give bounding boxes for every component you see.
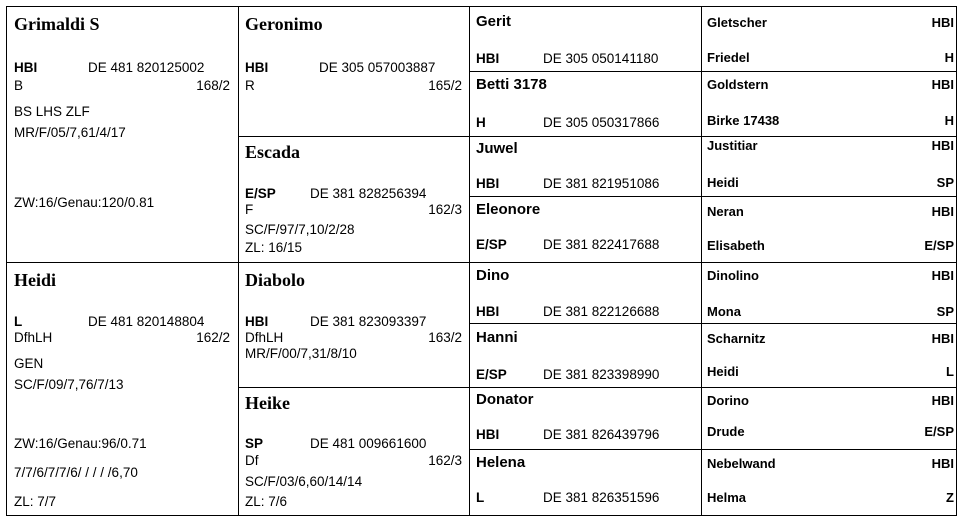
great-grandparent-name: Eleonore <box>476 201 541 218</box>
sire-breed: HBI <box>14 60 38 75</box>
grandparent-ueln: DE 381 823093397 <box>310 314 427 329</box>
grandparent-breed: HBI <box>245 60 269 75</box>
great-grandparent-ueln: DE 381 821951086 <box>543 176 660 191</box>
grandparent-color: R <box>245 78 255 93</box>
ggg-name: Elisabeth <box>707 238 765 253</box>
grandparent-ueln: DE 381 828256394 <box>310 186 427 201</box>
ggg-breed: L <box>946 364 954 379</box>
grandparent-line4: ZL: 7/6 <box>245 494 288 509</box>
sire-line4: MR/F/05/7,61/4/17 <box>14 125 126 140</box>
great-grandparent-name: Hanni <box>476 329 518 346</box>
great-grandparent-name: Donator <box>476 391 534 408</box>
great-grandparent-ueln: DE 305 050317866 <box>543 115 660 130</box>
great-grandparent-breed: E/SP <box>476 237 507 252</box>
great-grandparent-name: Gerit <box>476 13 512 30</box>
ggg-name: Heidi <box>707 364 739 379</box>
great-grandparent-ueln: DE 381 822126688 <box>543 304 660 319</box>
grandparent-color: F <box>245 202 254 217</box>
ggg-breed: H <box>944 50 954 65</box>
ggg-name: Neran <box>707 204 744 219</box>
ggg-breed: HBI <box>931 15 954 30</box>
dam-line4: SC/F/09/7,76/7/13 <box>14 377 124 392</box>
ggg-breed: HBI <box>931 204 954 219</box>
ggg-breed: HBI <box>931 456 954 471</box>
grandparent-name: Escada <box>245 142 301 162</box>
great-grandparent-ueln: DE 305 050141180 <box>543 51 659 66</box>
ggg-breed: HBI <box>931 331 954 346</box>
ggg-breed: E/SP <box>924 238 954 253</box>
ggg-breed: HBI <box>931 138 954 153</box>
ggg-name: Mona <box>707 304 741 319</box>
dam-line5: ZW:16/Genau:96/0.71 <box>14 436 147 451</box>
sire-line5: ZW:16/Genau:120/0.81 <box>14 195 155 210</box>
ggg-name: Dorino <box>707 393 749 408</box>
dam-line7: ZL: 7/7 <box>14 494 57 509</box>
dam-height: 162/2 <box>196 330 230 345</box>
great-grandparent-name: Betti 3178 <box>476 76 547 93</box>
grandparent-name: Diabolo <box>245 270 306 290</box>
grandparent-height: 163/2 <box>428 330 462 345</box>
grandparent-breed: E/SP <box>245 186 276 201</box>
ggg-name: Justitiar <box>707 138 758 153</box>
great-grandparent-breed: L <box>476 490 485 505</box>
dam-breed: L <box>14 314 23 329</box>
great-grandparent-breed: E/SP <box>476 367 507 382</box>
grandparent-line4: ZL: 16/15 <box>245 240 303 255</box>
ggg-name: Birke 17438 <box>707 113 780 128</box>
sire-ueln: DE 481 820125002 <box>88 60 205 75</box>
ggg-breed: H <box>944 113 954 128</box>
sire-name: Grimaldi S <box>14 14 100 34</box>
grandparent-line3: MR/F/00/7,31/8/10 <box>245 346 357 361</box>
ggg-breed: E/SP <box>924 424 954 439</box>
ggg-name: Helma <box>707 490 747 505</box>
grandparent-height: 165/2 <box>428 78 462 93</box>
ggg-breed: HBI <box>931 77 954 92</box>
ggg-name: Drude <box>707 424 745 439</box>
great-grandparent-ueln: DE 381 823398990 <box>543 367 660 382</box>
ggg-breed: HBI <box>931 268 954 283</box>
ggg-breed: SP <box>936 175 954 190</box>
ggg-name: Goldstern <box>707 77 769 92</box>
sire-height: 168/2 <box>196 78 230 93</box>
ggg-breed: Z <box>946 490 954 505</box>
great-grandparent-ueln: DE 381 826439796 <box>543 427 660 442</box>
dam-line6: 7/7/6/7/7/6/ / / / /6,70 <box>14 465 138 480</box>
ggg-breed: SP <box>936 304 954 319</box>
ggg-name: Nebelwand <box>707 456 776 471</box>
great-grandparent-name: Dino <box>476 267 510 284</box>
great-grandparent-ueln: DE 381 822417688 <box>543 237 660 252</box>
dam-ueln: DE 481 820148804 <box>88 314 205 329</box>
grandparent-color: Df <box>245 453 259 468</box>
grandparent-name: Heike <box>245 393 290 413</box>
ggg-name: Scharnitz <box>707 331 766 346</box>
sire-line3: BS LHS ZLF <box>14 104 90 119</box>
dam-line3: GEN <box>14 356 44 371</box>
grandparent-breed: SP <box>245 436 264 451</box>
grandparent-line3: SC/F/03/6,60/14/14 <box>245 474 363 489</box>
great-grandparent-name: Helena <box>476 454 526 471</box>
ggg-name: Heidi <box>707 175 739 190</box>
grandparent-ueln: DE 305 057003887 <box>319 60 436 75</box>
dam-color: DfhLH <box>14 330 53 345</box>
grandparent-height: 162/3 <box>428 202 462 217</box>
ggg-name: Gletscher <box>707 15 767 30</box>
great-grandparent-breed: HBI <box>476 427 500 442</box>
great-grandparent-breed: HBI <box>476 304 500 319</box>
grandparent-line3: SC/F/97/7,10/2/28 <box>245 222 355 237</box>
grandparent-height: 162/3 <box>428 453 462 468</box>
ggg-name: Dinolino <box>707 268 759 283</box>
great-grandparent-name: Juwel <box>476 140 518 157</box>
grandparent-color: DfhLH <box>245 330 284 345</box>
great-grandparent-ueln: DE 381 826351596 <box>543 490 660 505</box>
great-grandparent-breed: HBI <box>476 51 500 66</box>
sire-color: B <box>14 78 24 93</box>
grandparent-name: Geronimo <box>245 14 323 34</box>
ggg-breed: HBI <box>931 393 954 408</box>
ggg-name: Friedel <box>707 50 750 65</box>
grandparent-ueln: DE 481 009661600 <box>310 436 427 451</box>
great-grandparent-breed: H <box>476 115 486 130</box>
grandparent-breed: HBI <box>245 314 269 329</box>
great-grandparent-breed: HBI <box>476 176 500 191</box>
dam-name: Heidi <box>14 270 57 290</box>
